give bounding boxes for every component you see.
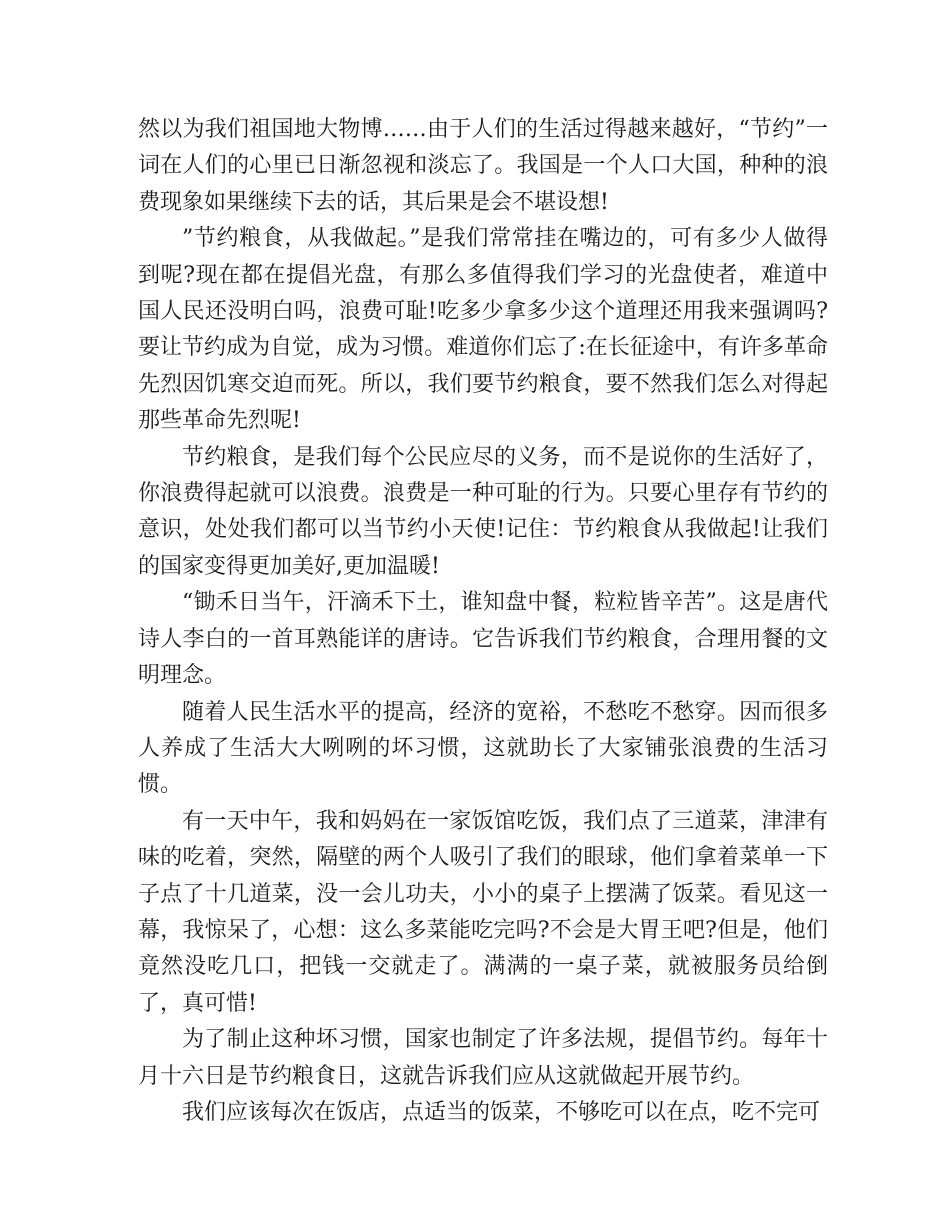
paragraph-4: “锄禾日当午，汗滴禾下土，谁知盘中餐，粒粒皆辛苦”。这是唐代诗人李白的一首耳熟能详的唐诗。它告诉我们节约粮食，合理用餐的文明理念。 — [138, 590, 828, 689]
paragraph-3: 节约粮食，是我们每个公民应尽的义务，而不是说你的生活好了，你浪费得起就可以浪费。浪费是一种可耻的行为。只要心里存有节约的意识，处处我们都可以当节约小天使!记住：节约粮食从我做起!让我们的国家变得更加美好,更加温暖! — [138, 444, 828, 579]
paragraph-5: 随着人民生活水平的提高，经济的宽裕，不愁吃不愁穿。因而很多人养成了生活大大咧咧的坏习惯，这就助长了大家铺张浪费的生活习惯。 — [138, 699, 828, 798]
paragraph-8: 我们应该每次在饭店，点适当的饭菜，不够吃可以在点，吃不完可 — [182, 1099, 821, 1125]
paragraph-2: ”节约粮食，从我做起。”是我们常常挂在嘴边的，可有多少人做得到呢?现在都在提倡光盘，有那么多值得我们学习的光盘使者，难道中国人民还没明白吗，浪费可耻!吃多少拿多少这个道理还用我来强调吗?要让节约成为自觉，成为习惯。难道你们忘了:在长征途中，有许多革命先烈因饥寒交迫而死。所以，我们要节约粮食，要不然我们怎么对得起那些革命先烈呢! — [138, 226, 828, 434]
document-page — [138, 112, 828, 1131]
paragraph-7: 为了制止这种坏习惯，国家也制定了许多法规，提倡节约。每年十月十六日是节约粮食日，这就告诉我们应从这就做起开展节约。 — [138, 1027, 828, 1089]
paragraph-6: 有一天中午，我和妈妈在一家饭馆吃饭，我们点了三道菜，津津有味的吃着，突然，隔壁的两个人吸引了我们的眼球，他们拿着菜单一下子点了十几道菜，没一会儿功夫，小小的桌子上摆满了饭菜。看见这一幕，我惊呆了，心想：这么多菜能吃完吗?不会是大胃王吧?但是，他们竟然没吃几口，把钱一交就走了。满满的一桌子菜，就被服务员给倒了，真可惜! — [138, 808, 828, 1016]
paragraph-1: 然以为我们祖国地大物博……由于人们的生活过得越来越好，“节约”一词在人们的心里已日渐忽视和淡忘了。我国是一个人口大国，种种的浪费现象如果继续下去的话，其后果是会不堪设想! — [138, 117, 828, 215]
